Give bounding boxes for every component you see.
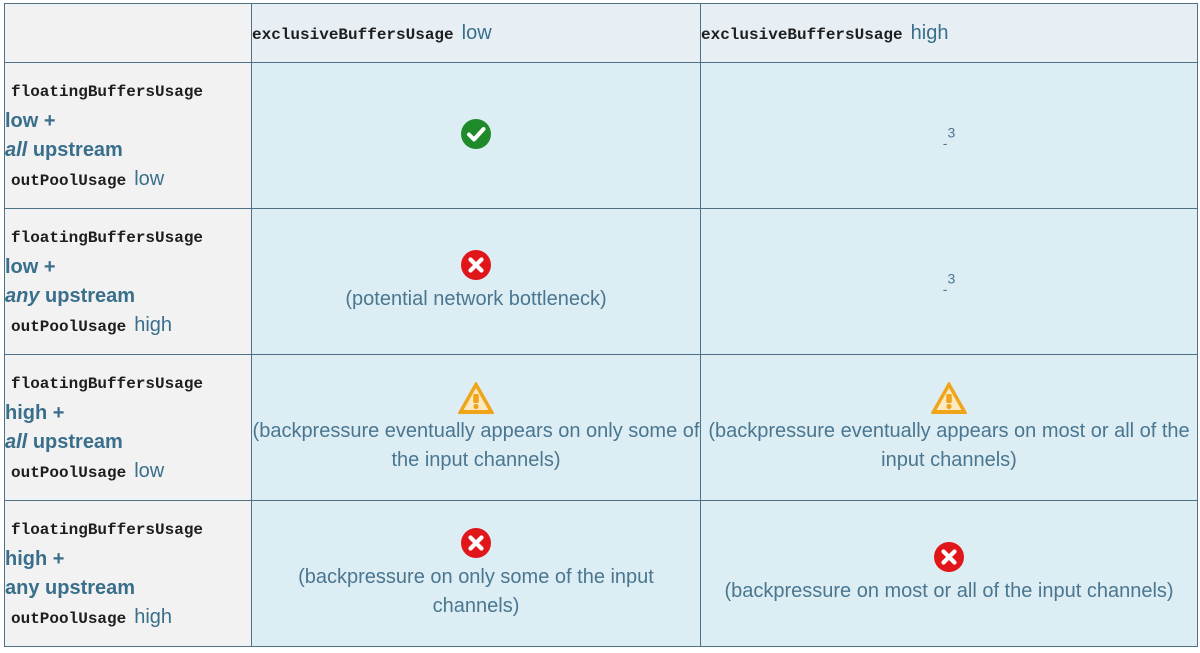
column-level: high xyxy=(910,21,949,44)
row-pool-metric: outPoolUsage xyxy=(11,171,127,190)
footnote-ref: -$^3$ xyxy=(942,124,956,151)
row-level: high + xyxy=(5,547,65,570)
row-pool-level: high xyxy=(134,313,173,336)
cell-text: (backpressure on only some of the input channels) xyxy=(298,565,654,617)
column-header-exclusive-low xyxy=(252,4,701,63)
row-metric: floatingBuffersUsage xyxy=(11,374,204,393)
cell-text: (backpressure eventually appears on only some of the input channels) xyxy=(252,419,700,471)
column-metric: exclusiveBuffersUsage xyxy=(252,25,454,44)
row-scope: any upstream xyxy=(5,576,136,599)
row-metric: floatingBuffersUsage xyxy=(11,228,204,247)
matrix-cell xyxy=(252,63,701,209)
column-metric: exclusiveBuffersUsage xyxy=(701,25,903,44)
row-metric: floatingBuffersUsage xyxy=(11,82,204,101)
corner-cell xyxy=(5,4,252,63)
matrix-cell xyxy=(701,209,1198,355)
column-level: low xyxy=(461,21,492,44)
row-pool-metric: outPoolUsage xyxy=(11,317,127,336)
row-scope: all xyxy=(5,138,28,161)
row-scope: any xyxy=(5,284,40,307)
row-pool-level: high xyxy=(134,605,173,628)
row-pool-level: low xyxy=(134,167,165,190)
matrix-cell xyxy=(252,209,701,355)
matrix-cell xyxy=(701,63,1198,209)
row-scope-rest: upstream xyxy=(45,284,136,307)
matrix-cell xyxy=(252,355,701,501)
row-scope: all xyxy=(5,430,28,453)
error-circle-icon xyxy=(252,249,700,283)
row-header xyxy=(5,209,252,355)
footnote-ref: -$^3$ xyxy=(942,270,956,297)
row-pool-metric: outPoolUsage xyxy=(11,463,127,482)
matrix-cell xyxy=(701,501,1198,647)
row-header xyxy=(5,501,252,647)
row-header xyxy=(5,63,252,209)
cell-text: (backpressure on most or all of the input channels) xyxy=(724,580,1174,602)
error-circle-icon xyxy=(252,527,700,561)
matrix-cell xyxy=(252,501,701,647)
row-level: high + xyxy=(5,401,65,424)
column-header-exclusive-high xyxy=(701,4,1198,63)
row-scope-rest: upstream xyxy=(32,430,123,453)
check-circle-icon xyxy=(252,118,700,152)
warning-triangle-icon xyxy=(252,381,700,415)
row-level: low + xyxy=(5,109,56,132)
row-level: low + xyxy=(5,255,56,278)
matrix-row xyxy=(5,209,1198,355)
cell-text: (backpressure eventually appears on most or all of the input channels) xyxy=(708,419,1190,471)
warning-triangle-icon xyxy=(701,381,1197,415)
matrix-cell xyxy=(701,355,1198,501)
row-metric: floatingBuffersUsage xyxy=(11,520,204,539)
header-row xyxy=(5,4,1198,63)
buffer-usage-matrix xyxy=(4,3,1198,647)
row-pool-metric: outPoolUsage xyxy=(11,609,127,628)
row-scope-rest: upstream xyxy=(32,138,123,161)
error-circle-icon xyxy=(701,541,1197,575)
cell-text: (potential network bottleneck) xyxy=(345,288,607,310)
matrix-row xyxy=(5,355,1198,501)
row-pool-level: low xyxy=(134,459,165,482)
matrix-row xyxy=(5,501,1198,647)
row-header xyxy=(5,355,252,501)
matrix-row xyxy=(5,63,1198,209)
